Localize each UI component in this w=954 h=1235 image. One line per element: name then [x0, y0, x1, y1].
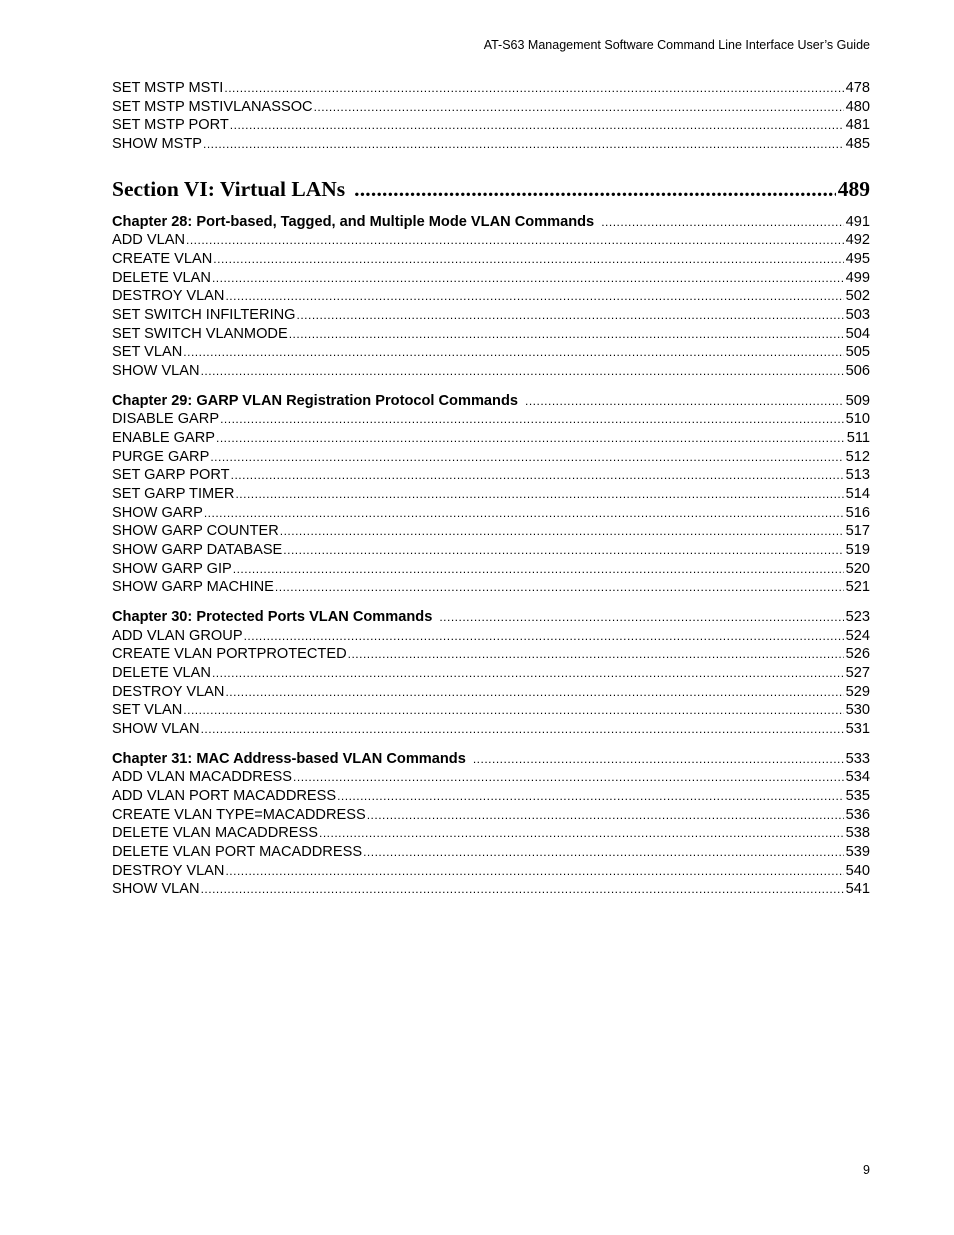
toc-entry[interactable]	[112, 683, 870, 702]
dot-leader	[283, 541, 843, 560]
dot-leader	[183, 343, 843, 362]
toc-entry-title: SHOW VLAN	[112, 881, 200, 898]
dot-leader	[233, 560, 844, 579]
toc-entry[interactable]	[112, 287, 870, 306]
toc-entry-page: 539	[845, 843, 870, 860]
toc-entry[interactable]	[112, 466, 870, 485]
toc-entry-page: 524	[845, 627, 870, 644]
toc-entry[interactable]	[112, 843, 870, 862]
toc-entry[interactable]	[112, 880, 870, 899]
toc-entry-title: Chapter 31: MAC Address-based VLAN Commands	[112, 750, 466, 767]
toc-entry-page: 485	[845, 136, 870, 153]
toc-entry-page: 535	[845, 787, 870, 804]
toc-entry-title: Chapter 30: Protected Ports VLAN Commands	[112, 608, 433, 625]
toc-entry-page: 505	[845, 344, 870, 361]
toc-entry[interactable]	[112, 135, 870, 154]
toc-entry-page: 503	[845, 306, 870, 323]
dot-leader	[275, 578, 844, 597]
toc-entry-title: SET MSTP PORT	[112, 117, 229, 134]
toc-entry[interactable]	[112, 231, 870, 250]
toc-entry-title: SET VLAN	[112, 344, 183, 361]
toc-entry[interactable]	[112, 541, 870, 560]
toc-entry-page: 502	[845, 288, 870, 305]
toc-entry-title: DISABLE GARP	[112, 411, 220, 428]
toc-entry-title: SET MSTP MSTIVLANASSOC	[112, 98, 313, 115]
toc-entry-title: DELETE VLAN MACADDRESS	[112, 825, 318, 842]
dot-leader	[297, 306, 844, 325]
toc-entry-title: ADD VLAN PORT MACADDRESS	[112, 787, 337, 804]
toc-chapter-entry[interactable]	[112, 392, 870, 411]
toc-entry-title: DELETE VLAN	[112, 269, 211, 286]
toc-entry-page: 491	[845, 213, 870, 230]
toc-entry[interactable]	[112, 79, 870, 98]
toc-entry[interactable]	[112, 787, 870, 806]
toc-entry-title: ADD VLAN	[112, 232, 185, 249]
toc-entry[interactable]	[112, 720, 870, 739]
toc-entry[interactable]	[112, 645, 870, 664]
dot-leader	[204, 504, 844, 523]
toc-entry-title: SET SWITCH VLANMODE	[112, 325, 288, 342]
table-of-contents	[112, 79, 870, 899]
toc-entry-title: SHOW GARP	[112, 504, 203, 521]
toc-entry-page: 511	[846, 429, 870, 446]
toc-entry-page: 534	[845, 769, 870, 786]
toc-entry[interactable]	[112, 664, 870, 683]
toc-entry[interactable]	[112, 862, 870, 881]
toc-entry-page: 529	[845, 683, 870, 700]
toc-entry-title: CREATE VLAN TYPE=MACADDRESS	[112, 806, 366, 823]
dot-leader	[363, 843, 844, 862]
toc-entry[interactable]	[112, 560, 870, 579]
toc-entry-page: 516	[845, 504, 870, 521]
toc-entry[interactable]	[112, 768, 870, 787]
dot-leader	[354, 175, 836, 203]
dot-leader	[224, 79, 843, 98]
toc-entry-title: DESTROY VLAN	[112, 288, 225, 305]
dot-leader	[367, 806, 844, 825]
toc-entry[interactable]	[112, 627, 870, 646]
dot-leader	[319, 824, 844, 843]
toc-entry-page: 480	[845, 98, 870, 115]
toc-entry-title: SET GARP PORT	[112, 467, 230, 484]
dot-leader	[525, 392, 844, 411]
toc-entry[interactable]	[112, 410, 870, 429]
toc-entry-page: 513	[845, 467, 870, 484]
toc-entry[interactable]	[112, 325, 870, 344]
toc-entry[interactable]	[112, 504, 870, 523]
toc-entry-title: CREATE VLAN PORTPROTECTED	[112, 646, 347, 663]
dot-leader	[216, 429, 845, 448]
dot-leader	[201, 720, 844, 739]
dot-leader	[210, 448, 843, 467]
toc-entry[interactable]	[112, 269, 870, 288]
toc-entry-page: 523	[845, 608, 870, 625]
dot-leader	[235, 485, 843, 504]
dot-leader	[280, 522, 844, 541]
dot-leader	[289, 325, 844, 344]
toc-entry-page: 540	[845, 862, 870, 879]
dot-leader	[314, 98, 844, 117]
toc-entry-page: 506	[845, 363, 870, 380]
dot-leader	[293, 768, 844, 787]
toc-entry-page: 517	[845, 523, 870, 540]
toc-entry-page: 481	[845, 117, 870, 134]
toc-entry-page: 478	[845, 80, 870, 96]
toc-section-heading[interactable]	[112, 175, 870, 203]
toc-entry-title: Chapter 28: Port-based, Tagged, and Multiple Mode VLAN Commands	[112, 213, 595, 230]
toc-entry[interactable]	[112, 485, 870, 504]
toc-entry[interactable]	[112, 806, 870, 825]
toc-entry-title: DELETE VLAN	[112, 664, 211, 681]
dot-leader	[473, 750, 844, 769]
dot-leader	[220, 410, 844, 429]
dot-leader	[225, 683, 843, 702]
toc-entry-title: SHOW GARP COUNTER	[112, 523, 279, 540]
toc-entry[interactable]	[112, 98, 870, 117]
dot-leader	[213, 250, 843, 269]
dot-leader	[186, 231, 844, 250]
toc-entry-page: 526	[845, 646, 870, 663]
toc-entry-page: 495	[845, 250, 870, 267]
toc-entry-title: SET GARP TIMER	[112, 485, 235, 502]
toc-entry-page: 489	[837, 176, 870, 201]
toc-entry[interactable]	[112, 448, 870, 467]
toc-chapter-entry[interactable]	[112, 608, 870, 627]
toc-entry[interactable]	[112, 343, 870, 362]
dot-leader	[201, 362, 844, 381]
toc-entry-title: SHOW GARP DATABASE	[112, 542, 283, 559]
dot-leader	[212, 664, 844, 683]
dot-leader	[225, 287, 843, 306]
dot-leader	[244, 627, 844, 646]
toc-entry-title: SHOW GARP MACHINE	[112, 579, 274, 596]
toc-chapter-entry[interactable]	[112, 213, 870, 232]
toc-entry-page: 499	[845, 269, 870, 286]
toc-entry-title: DESTROY VLAN	[112, 683, 225, 700]
toc-entry[interactable]	[112, 306, 870, 325]
dot-leader	[348, 645, 844, 664]
toc-entry-page: 512	[845, 448, 870, 465]
dot-leader	[231, 466, 844, 485]
toc-entry[interactable]	[112, 116, 870, 135]
toc-entry-title: SHOW MSTP	[112, 136, 202, 153]
toc-entry-page: 527	[845, 664, 870, 681]
toc-entry-title: SHOW GARP GIP	[112, 560, 232, 577]
toc-entry[interactable]	[112, 250, 870, 269]
toc-entry[interactable]	[112, 578, 870, 597]
toc-entry[interactable]	[112, 429, 870, 448]
toc-entry-page: 510	[845, 411, 870, 428]
toc-entry-title: CREATE VLAN	[112, 250, 213, 267]
toc-entry-title: PURGE GARP	[112, 448, 210, 465]
dot-leader	[230, 116, 844, 135]
dot-leader	[212, 269, 844, 288]
toc-entry-title: Chapter 29: GARP VLAN Registration Protocol Commands	[112, 392, 518, 409]
toc-entry-page: 520	[845, 560, 870, 577]
dot-leader	[337, 787, 844, 806]
dot-leader	[183, 701, 843, 720]
running-header: AT-S63 Management Software Command Line Interface User’s Guide	[483, 38, 870, 52]
toc-entry-page: 514	[845, 485, 870, 502]
toc-entry-page: 504	[845, 325, 870, 342]
toc-entry-title: SHOW VLAN	[112, 363, 200, 380]
dot-leader	[225, 862, 843, 881]
toc-entry-page: 509	[845, 392, 870, 409]
toc-entry[interactable]	[112, 522, 870, 541]
toc-entry-title: ADD VLAN MACADDRESS	[112, 769, 293, 786]
toc-chapter-entry[interactable]	[112, 750, 870, 769]
toc-entry-page: 492	[845, 232, 870, 249]
toc-entry-page: 538	[845, 825, 870, 842]
toc-entry-title: ADD VLAN GROUP	[112, 627, 243, 644]
toc-entry-page: 536	[845, 806, 870, 823]
toc-entry-page: 519	[845, 542, 870, 559]
toc-entry[interactable]	[112, 362, 870, 381]
toc-entry-title: SET SWITCH INFILTERING	[112, 306, 296, 323]
toc-entry-title: SHOW VLAN	[112, 721, 200, 738]
toc-entry-page: 531	[845, 721, 870, 738]
dot-leader	[439, 608, 843, 627]
toc-entry-title: DESTROY VLAN	[112, 862, 225, 879]
toc-entry-page: 530	[845, 702, 870, 719]
toc-entry-title: DELETE VLAN PORT MACADDRESS	[112, 843, 363, 860]
toc-entry-page: 541	[845, 881, 870, 898]
toc-entry-title: ENABLE GARP	[112, 429, 216, 446]
dot-leader	[203, 135, 844, 154]
page-number: 9	[863, 1163, 870, 1177]
toc-entry-title: SET MSTP MSTI	[112, 80, 224, 96]
toc-entry-page: 533	[845, 750, 870, 767]
toc-entry[interactable]	[112, 701, 870, 720]
toc-entry-title: SET VLAN	[112, 702, 183, 719]
toc-entry-page: 521	[845, 579, 870, 596]
toc-entry-title: Section VI: Virtual LANs	[112, 176, 346, 201]
dot-leader	[201, 880, 844, 899]
dot-leader	[601, 213, 843, 232]
toc-entry[interactable]	[112, 824, 870, 843]
